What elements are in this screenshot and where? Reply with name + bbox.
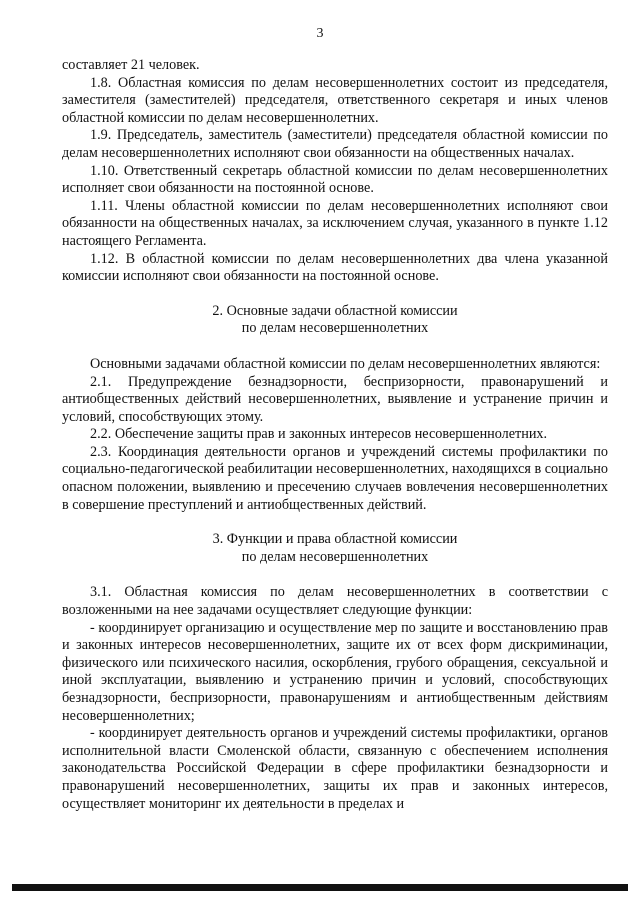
paragraph-1-9: 1.9. Председатель, заместитель (заместители) председателя областной комиссии по делам несовершеннолетних исполняют свои обязанности на общественных началах. [62, 127, 608, 161]
paragraph-1-12: 1.12. В областной комиссии по делам несовершеннолетних два члена указанной комиссии исполняют свои обязанности на постоянной основе. [62, 250, 608, 285]
paragraph-3-1-item-a: - координирует организацию и осуществление мер по защите и восстановлению прав и законных интересов несовершеннолетних, защите их от всех форм дискриминации, физического или психического насилия, оскорбления, грубого обращения, сексуальной и иной эксплуатации, выявлению и устранению причин и условий, способствующих безнадзорности, беспризорности, правонарушениям и антиобщественным действиям несовершеннолетних; [62, 619, 608, 724]
section-2-title-line2: по делам несовершеннолетних [241, 320, 429, 337]
paragraph-2-3: 2.3. Координация деятельности органов и учреждений системы профилактики по социально-педагогической реабилитации несовершеннолетних, находящихся в социально опасном положении, выявлению и пресечению случаев вовлечения несовершеннолетних в совершение преступлений и антиобщественных действий. [62, 443, 608, 513]
paragraph-2-2: 2.2. Обеспечение защиты прав и законных интересов несовершеннолетних. [90, 426, 548, 443]
document-body [62, 57, 608, 813]
paragraph-3-1-item-b: - координирует деятельность органов и учреждений системы профилактики, органов исполнительной власти Смоленской области, связанную с обеспечением исполнения законодательства Российской Федерации в сфере профилактики безнадзорности и правонарушений несовершеннолетних, защиты их прав и законных интересов, осуществляет мониторинг их деятельности в пределах и [62, 725, 608, 812]
paragraph-1-11: 1.11. Члены областной комиссии по делам несовершеннолетних исполняют свои обязанности на общественных началах, за исключением случая, указанного в пункте 1.12 настоящего Регламента. [62, 197, 608, 249]
paragraph-2-intro: Основными задачами областной комиссии по делам несовершеннолетних являются: [90, 355, 601, 372]
section-2-heading [62, 303, 608, 338]
paragraph-3-1: 3.1. Областная комиссия по делам несовершеннолетних в соответствии с возложенными на нее задачами осуществляет следующие функции: [62, 584, 608, 619]
paragraph-2-1: 2.1. Предупреждение безнадзорности, беспризорности, правонарушений и антиобщественных действий несовершеннолетних, выявление и устранение причин и условий, способствующих этому. [62, 373, 608, 425]
section-3-title-line2: по делам несовершеннолетних [241, 548, 429, 565]
paragraph-1-8: 1.8. Областная комиссия по делам несовершеннолетних состоит из председателя, заместителя (заместителей) председателя, ответственного секретаря и иных членов областной комиссии по делам несовершеннолетних. [62, 74, 608, 126]
section-3-title-line1: 3. Функции и права областной комиссии [212, 531, 458, 548]
scan-bottom-bar [12, 884, 628, 891]
paragraph-1-10: 1.10. Ответственный секретарь областной комиссии по делам несовершеннолетних исполняет свои обязанности на постоянной основе. [62, 162, 608, 197]
section-3-heading [62, 531, 608, 566]
section-2-title-line1: 2. Основные задачи областной комиссии [212, 302, 458, 319]
page-number: 3 [316, 26, 324, 41]
paragraph-continuation: составляет 21 человек. [62, 57, 200, 73]
